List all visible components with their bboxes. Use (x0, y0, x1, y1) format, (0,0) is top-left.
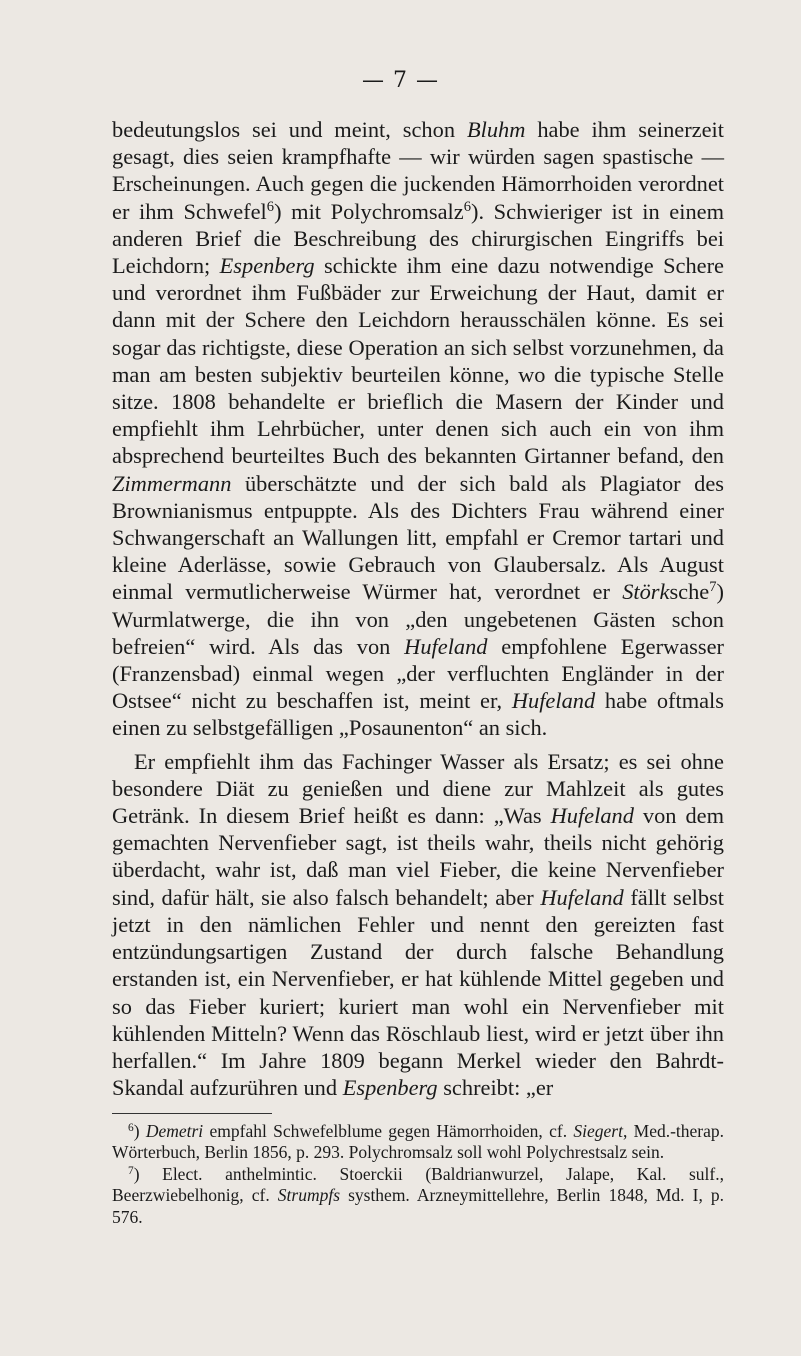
main-text (112, 116, 724, 1101)
italic-name: Strumpfs (277, 1185, 341, 1206)
footnote (112, 1164, 724, 1228)
footnote-marker: 6 (128, 1121, 134, 1134)
text-run: , Med.-therap. Wörterbuch, Berlin 1856, p. 293. Polychromsalz soll wohl Polychrestsalz sein. (112, 1121, 725, 1163)
text-run: ) mit Polychromsalz (274, 198, 464, 224)
footnote-divider (112, 1113, 272, 1114)
italic-name: Hufeland (540, 884, 624, 910)
italic-name: Demetri (145, 1121, 204, 1141)
paragraph (112, 748, 724, 1102)
text-run: ) Elect. anthelmintic. Stoerckii (Baldrianwurzel, Jalape, Kal. sulf., Beerzwiebelhonig, cf. (112, 1163, 724, 1206)
text-run: systhem. Arzneymittellehre, Berlin 1848, Md. I, p. 576. (112, 1185, 725, 1227)
text-run: habe oftmals einen zu selbstgefälligen „Posaunenton“ an sich. (112, 688, 724, 741)
italic-name: Espenberg (342, 1075, 438, 1101)
paragraph (112, 116, 724, 742)
footnote (112, 1121, 724, 1164)
text-run: bedeutungslos sei und meint, schon (112, 117, 467, 142)
text-run: schreibt: „er (437, 1075, 554, 1101)
text-run: Er empfiehlt ihm das Fachinger Wasser als Ersatz; es sei ohne besondere Diät zu genießen und diene zur Mahlzeit als gutes Getränk. In diesem Brief heißt es dann: „Was (112, 748, 724, 829)
italic-name: Siegert (573, 1121, 623, 1141)
text-run: ). Schwieriger ist in einem anderen Brief die Beschreibung des chirurgischen Eingriffs bei Leichdorn; (112, 198, 725, 279)
text-run: empfohlene Egerwasser (Franzensbad) einmal wegen „der verfluchten Engländer in der Ostsee“ nicht zu beschaffen ist, meint er, (112, 633, 724, 714)
text-run: ) Wurmlatwerge, die ihn von „den ungebetenen Gästen schon befreien“ wird. Als das von (112, 579, 724, 659)
text-run: fällt selbst jetzt in den nämlichen Fehler und nennt den gereizten fast entzündungsartigen Zustand der durch falsche Behandlung erstanden ist, ein Nervenfieber, er hat kühlende Mittel gegeben und so das Fieber kuriert; kuriert man wohl ein Nervenfieber mit kühlenden Mitteln? Wenn das Röschlaub liest, wird er jetzt über ihn herfallen.“ Im Jahre 1809 begann Merkel wieder den Bahrdt-Skandal aufzurühren und (112, 884, 724, 1101)
italic-name: Hufeland (550, 803, 634, 829)
footnote-marker: 6 (463, 198, 471, 215)
footnote-marker: 6 (266, 198, 275, 215)
italic-name: Hufeland (511, 688, 596, 714)
text-run: von dem gemachten Nervenfieber sagt, ist theils wahr, theils nicht gehörig überdacht, wahr ist, daß man viel Fieber, die keine Nervenfieber sind, dafür hält, sie also falsch behandelt; aber (112, 803, 724, 910)
italic-name: Espenberg (219, 253, 315, 279)
text-run: überschätzte und der sich bald als Plagiator des Brownianismus entpuppte. Als des Dichters Frau während einer Schwangerschaft an Wallungen litt, empfahl er Cremor tartari und kleine Aderlässe, sowie Gebrauch von Glaubersalz. Als August einmal vermutlicherweise Würmer hat, verordnet er (112, 470, 724, 605)
footnote-marker: 7 (709, 579, 717, 596)
footnote-marker: 7 (128, 1164, 134, 1177)
text-run: schickte ihm eine dazu notwendige Schere und verordnet ihm Fußbäder zur Erweichung der Haut, damit er dann mit der Schere den Leichdorn herausschälen könne. Es sei sogar das richtigste, diese Operation an sich selbst vorzunehmen, da man am besten subjektiv beurteilen könne, wo die typische Stelle sitze. 1808 behandelte er brieflich die Masern der Kinder und empfiehlt ihm Lehrbücher, unter denen sich auch ein von ihm absprechend beurteiltes Buch des bekannten Girtanner befand, den (112, 253, 724, 469)
page-number: — 7 — (362, 68, 439, 93)
text-run: habe ihm seinerzeit gesagt, dies seien krampfhafte — wir würden sagen spastische — Erscheinungen. Auch gegen die juckenden Hämorrhoiden verordnet er ihm Schwefel (112, 117, 725, 224)
text-run: ) (133, 1121, 146, 1141)
text-run: empfahl Schwefelblume gegen Hämorrhoiden, cf. (203, 1121, 574, 1141)
text-run: sche (669, 579, 710, 605)
italic-name: Zimmermann (112, 470, 232, 496)
footnotes (112, 1121, 724, 1228)
italic-name: Störk (622, 579, 670, 605)
italic-name: Hufeland (404, 633, 488, 659)
italic-name: Bluhm (466, 117, 526, 142)
